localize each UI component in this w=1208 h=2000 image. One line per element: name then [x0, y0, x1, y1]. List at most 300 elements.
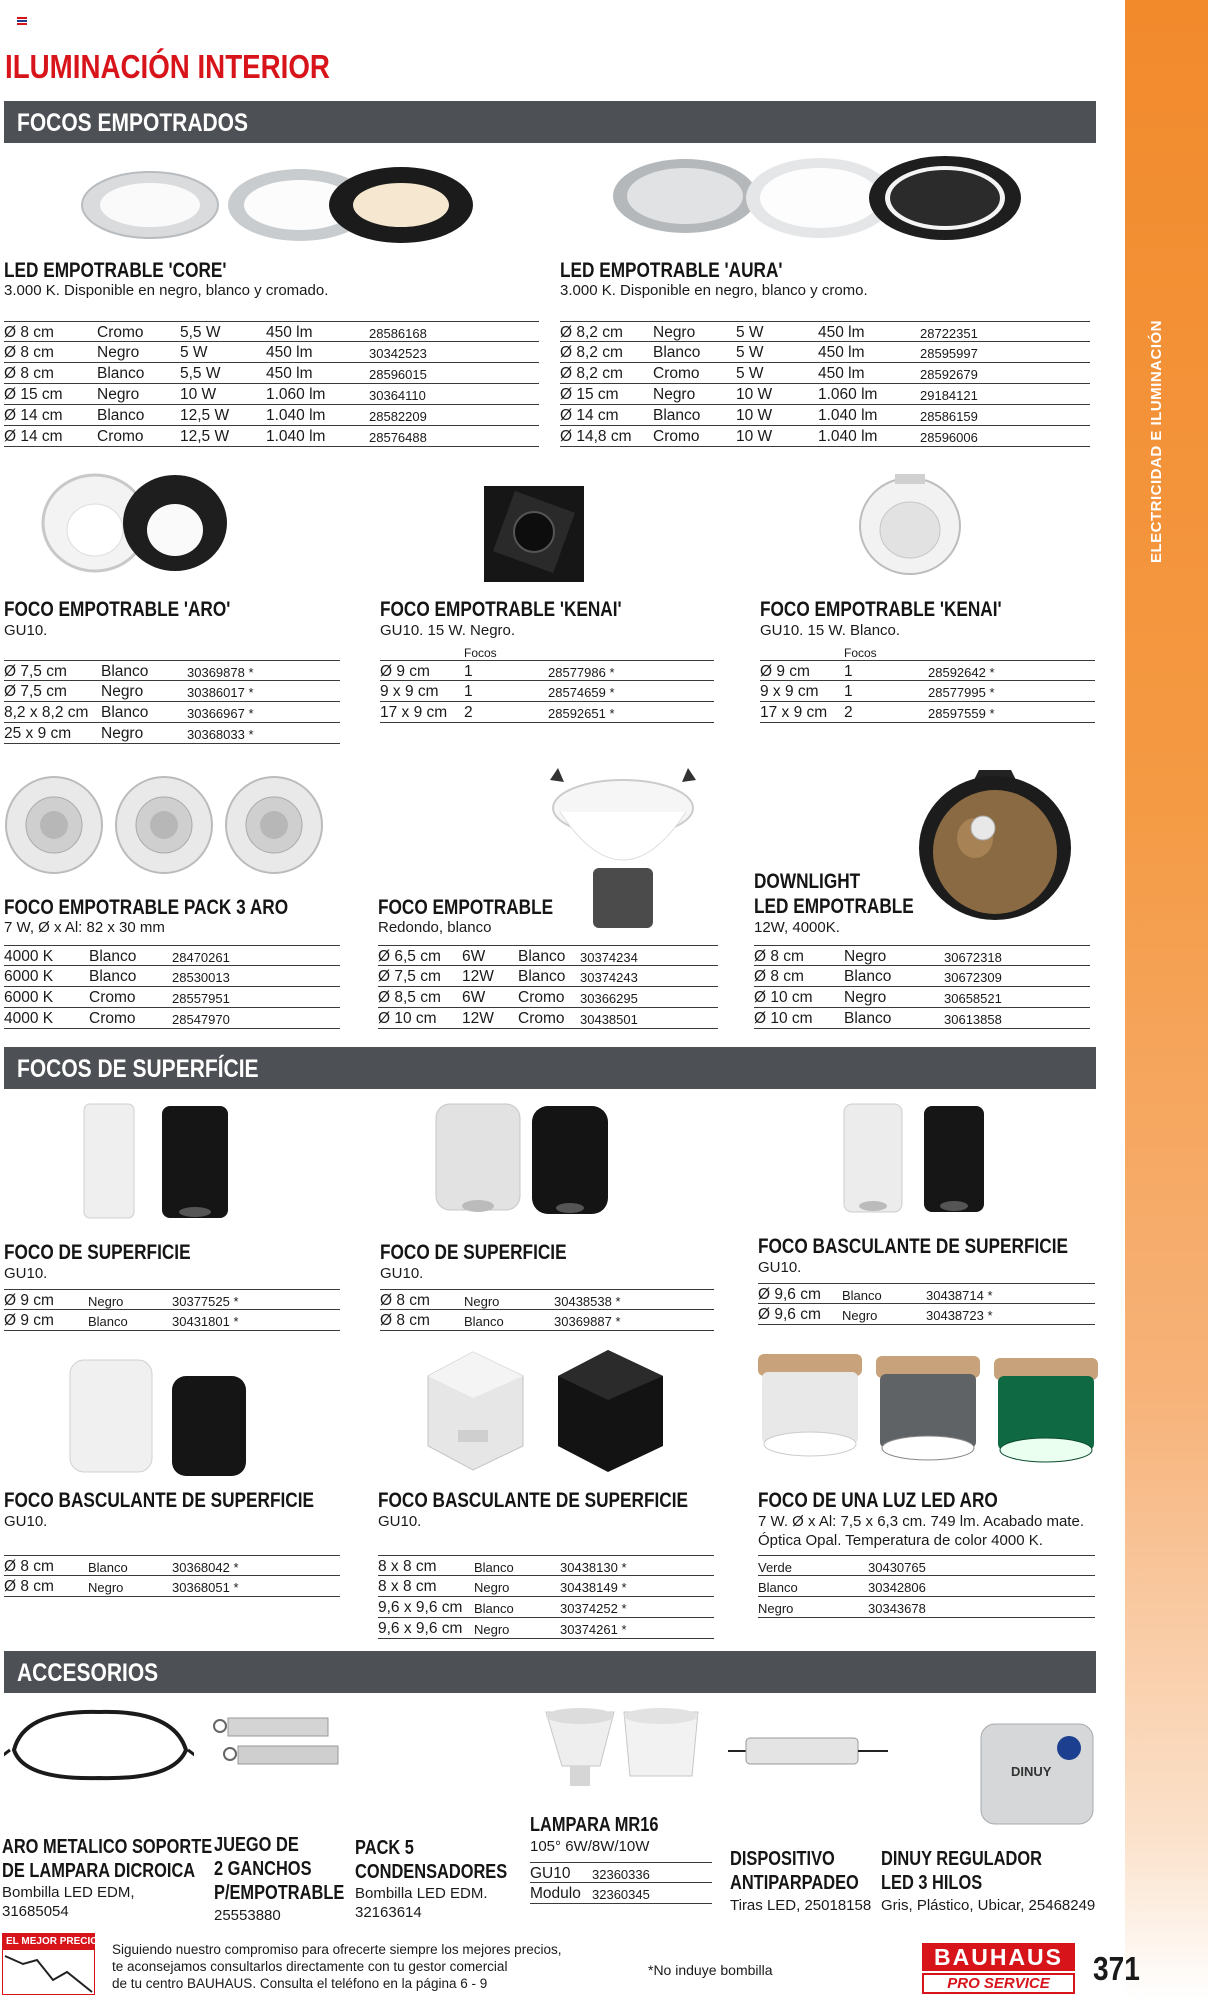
table-cell: Negro	[101, 725, 144, 742]
aura-subtitle: 3.000 K. Disponible en negro, blanco y cromo.	[560, 282, 868, 299]
condensadores-sub1: Bombilla LED EDM.	[355, 1885, 488, 1902]
table-row	[380, 1310, 714, 1331]
table-cell: Cromo	[653, 365, 700, 382]
bauhaus-logo-bottom: PRO SERVICE	[922, 1973, 1075, 1994]
table-cell: 30438538 *	[554, 1294, 621, 1309]
table-cell: 450 lm	[818, 344, 865, 361]
mr16-table	[530, 1862, 712, 1904]
page-number: 371	[1093, 1950, 1140, 1987]
table-row	[378, 945, 718, 966]
table-cell: Ø 14 cm	[560, 407, 619, 424]
table-cell: 1	[844, 663, 853, 680]
ganchos-image	[208, 1706, 343, 1786]
aura-downlights-image	[610, 148, 1025, 248]
sup1-title: FOCO DE SUPERFICIE	[4, 1241, 191, 1264]
table-cell: 5 W	[736, 365, 764, 382]
table-cell: 30672309	[944, 970, 1002, 985]
side-stripe	[1125, 0, 1208, 2000]
table-cell: Ø 8 cm	[4, 344, 54, 361]
bas2-table	[4, 1555, 340, 1597]
table-cell: 28574659 *	[548, 685, 615, 700]
table-row	[378, 966, 718, 987]
table-row	[530, 1883, 712, 1904]
redondo-title: FOCO EMPOTRABLE	[378, 896, 554, 919]
table-row	[530, 1862, 712, 1883]
table-cell: 4000 K	[4, 1010, 54, 1027]
table-row	[378, 1597, 714, 1618]
table-row	[758, 1597, 1095, 1618]
antiparpadeo-title-line1: DISPOSITIVO	[730, 1848, 835, 1870]
table-cell: 2	[844, 704, 853, 721]
table-cell: Blanco	[89, 968, 137, 985]
table-cell: Ø 10 cm	[754, 1010, 813, 1027]
table-row	[758, 1555, 1095, 1576]
downlight-table	[754, 945, 1090, 1029]
table-cell: 30343678	[868, 1601, 926, 1616]
condensadores-sub2: 32163614	[355, 1904, 422, 1921]
table-cell: Ø 10 cm	[378, 1010, 437, 1027]
table-row	[760, 681, 1095, 702]
condensadores-title-line1: PACK 5	[355, 1837, 414, 1859]
table-cell: 1.060 lm	[818, 386, 878, 403]
table-cell: 30368033 *	[187, 727, 254, 742]
table-cell: 30438714 *	[926, 1288, 993, 1303]
table-cell: Cromo	[89, 989, 136, 1006]
downlight-title-line1: DOWNLIGHT	[754, 870, 861, 893]
footer-line2: te aconsejamos consultarlos directamente con tu gestor comercial	[112, 1959, 508, 1974]
table-cell: 9 x 9 cm	[760, 683, 819, 700]
table-cell: Cromo	[89, 1010, 136, 1027]
table-cell: 32360345	[592, 1887, 650, 1902]
bas3-title: FOCO BASCULANTE DE SUPERFICIE	[378, 1489, 688, 1512]
table-cell: Negro	[653, 386, 696, 403]
sup2-title: FOCO DE SUPERFICIE	[380, 1241, 567, 1264]
table-cell: 9,6 x 9,6 cm	[378, 1599, 463, 1616]
aro-metalico-title-line2: DE LAMPARA DICROICA	[2, 1860, 196, 1882]
table-cell: 30366967 *	[187, 706, 254, 721]
table-row	[4, 945, 340, 966]
best-price-badge	[2, 1933, 99, 1995]
table-cell: 28592679	[920, 367, 978, 382]
table-cell: 1.040 lm	[818, 428, 878, 445]
table-cell: Ø 9,6 cm	[758, 1306, 821, 1323]
table-row	[4, 1310, 340, 1331]
table-cell: Blanco	[97, 407, 145, 424]
table-cell: 17 x 9 cm	[760, 704, 828, 721]
table-cell: Blanco	[101, 663, 149, 680]
table-cell: Verde	[758, 1560, 792, 1575]
table-row	[760, 660, 1095, 681]
table-cell: 30438501	[580, 1012, 638, 1027]
table-cell: 30368042 *	[172, 1560, 239, 1575]
table-cell: 28592651 *	[548, 706, 615, 721]
table-row	[380, 1289, 714, 1310]
table-row	[560, 426, 1090, 447]
table-cell: Ø 8 cm	[4, 324, 54, 341]
dinuy-regulator-image	[975, 1718, 1100, 1828]
table-row	[754, 1008, 1090, 1029]
section-title: ACCESORIOS	[17, 1659, 159, 1687]
table-cell: 29184121	[920, 388, 978, 403]
table-cell: 28596015	[369, 367, 427, 382]
table-cell: Blanco	[101, 704, 149, 721]
table-cell: Negro	[844, 989, 887, 1006]
table-cell: Ø 15 cm	[560, 386, 619, 403]
luzaro-subtitle-line1: 7 W. Ø x Al: 7,5 x 6,3 cm. 749 lm. Acabado mate.	[758, 1513, 1084, 1530]
table-cell: Negro	[653, 324, 696, 341]
table-cell: Blanco	[842, 1288, 882, 1303]
table-cell: 30431801 *	[172, 1314, 239, 1329]
core-downlights-image	[80, 160, 480, 250]
footnote-no-bulb: *No induye bombilla	[648, 1962, 773, 1978]
table-cell: Blanco	[758, 1580, 798, 1595]
kenai-white-image	[855, 468, 965, 580]
table-cell: Ø 9 cm	[760, 663, 810, 680]
aro-rings-image	[40, 468, 230, 578]
table-cell: Ø 9 cm	[380, 663, 430, 680]
table-cell: 10 W	[736, 428, 773, 445]
bas2-cylinders-image	[66, 1356, 251, 1481]
table-row	[378, 1008, 718, 1029]
table-cell: 8 x 8 cm	[378, 1578, 437, 1595]
section-bar-empotrados	[4, 101, 1096, 143]
table-cell: 1.060 lm	[266, 386, 326, 403]
table-cell: 12,5 W	[180, 428, 230, 445]
table-row	[4, 342, 539, 363]
luzaro-subtitle-line2: Óptica Opal. Temperatura de color 4000 K.	[758, 1532, 1043, 1549]
bas1-title: FOCO BASCULANTE DE SUPERFICIE	[758, 1235, 1068, 1258]
bas3-table	[378, 1555, 714, 1639]
table-cell: 30438149 *	[560, 1580, 627, 1595]
table-row	[754, 987, 1090, 1008]
table-cell: 30438130 *	[560, 1560, 627, 1575]
table-cell: 12W	[462, 1010, 494, 1027]
table-cell: 450 lm	[818, 365, 865, 382]
dinuy-title-line2: LED 3 HILOS	[881, 1872, 983, 1894]
table-cell: 6000 K	[4, 968, 54, 985]
sup1-table	[4, 1289, 340, 1331]
table-cell: 5 W	[736, 324, 764, 341]
table-cell: 5,5 W	[180, 365, 221, 382]
table-cell: Ø 9 cm	[4, 1312, 54, 1329]
section-title: FOCOS EMPOTRADOS	[17, 109, 249, 137]
table-cell: Blanco	[844, 1010, 892, 1027]
table-cell: Negro	[97, 386, 140, 403]
table-row	[378, 987, 718, 1008]
table-cell: 8 x 8 cm	[378, 1558, 437, 1575]
table-cell: 9,6 x 9,6 cm	[378, 1620, 463, 1637]
table-cell: Cromo	[518, 1010, 565, 1027]
table-cell: Blanco	[653, 344, 701, 361]
table-cell: Ø 9 cm	[4, 1292, 54, 1309]
ganchos-title-line3: P/EMPOTRABLE	[214, 1882, 345, 1904]
antiparpadeo-sub1: Tiras LED, 25018158	[730, 1897, 872, 1914]
table-cell: Negro	[758, 1601, 794, 1616]
pack3-table	[4, 945, 340, 1029]
table-cell: 28596006	[920, 430, 978, 445]
table-cell: 30374234	[580, 950, 638, 965]
footer-line1: Siguiendo nuestro compromiso para ofrecerte siempre los mejores precios,	[112, 1942, 562, 1957]
table-row	[560, 405, 1090, 426]
dinuy-title-line1: DINUY REGULADOR	[881, 1848, 1042, 1870]
table-cell: 28577995 *	[928, 685, 995, 700]
table-cell: 1	[464, 663, 473, 680]
table-cell: Negro	[101, 683, 144, 700]
table-row	[4, 1555, 340, 1576]
table-cell: 12,5 W	[180, 407, 230, 424]
table-cell: Cromo	[518, 989, 565, 1006]
table-row	[4, 426, 539, 447]
table-cell: 30342806	[868, 1580, 926, 1595]
table-cell: Ø 8 cm	[380, 1292, 430, 1309]
downlight-title-line2: LED EMPOTRABLE	[754, 895, 914, 918]
table-cell: 28722351	[920, 326, 978, 341]
luzaro-table	[758, 1555, 1095, 1618]
sup1-cylinders-image	[78, 1100, 238, 1225]
table-cell: Negro	[844, 948, 887, 965]
table-cell: 32360336	[592, 1867, 650, 1882]
kenai-black-image	[478, 478, 590, 586]
table-cell: 1	[844, 683, 853, 700]
pack3-subtitle: 7 W, Ø x Al: 82 x 30 mm	[4, 919, 165, 936]
aro-metalico-title-line1: ARO METALICO SOPORTE	[2, 1836, 213, 1858]
table-cell: Blanco	[89, 948, 137, 965]
table-row	[560, 363, 1090, 384]
aro-table	[4, 660, 340, 744]
sup2-table	[380, 1289, 714, 1331]
sup2-cylinders-image	[432, 1098, 612, 1223]
kenai-white-table	[760, 660, 1095, 723]
table-cell: Cromo	[653, 428, 700, 445]
table-cell: 10 W	[736, 386, 773, 403]
table-cell: Ø 15 cm	[4, 386, 63, 403]
table-row	[4, 363, 539, 384]
table-cell: 28592642 *	[928, 665, 995, 680]
table-row	[4, 405, 539, 426]
table-cell: 6W	[462, 948, 486, 965]
section-bar-superficie	[4, 1047, 1096, 1089]
spain-flag-icon	[17, 17, 27, 25]
table-cell: 17 x 9 cm	[380, 704, 448, 721]
table-cell: Ø 8 cm	[4, 1558, 54, 1575]
table-cell: Ø 8 cm	[754, 968, 804, 985]
table-cell: Ø 8 cm	[4, 365, 54, 382]
table-row	[380, 702, 714, 723]
table-cell: 25 x 9 cm	[4, 725, 72, 742]
table-cell: Blanco	[474, 1560, 514, 1575]
downlight-subtitle: 12W, 4000K.	[754, 919, 840, 936]
downlight-black-image	[915, 768, 1075, 933]
table-row	[560, 384, 1090, 405]
table-cell: Negro	[88, 1294, 124, 1309]
kenai-black-focos-header: Focos	[464, 646, 497, 660]
table-cell: 1.040 lm	[266, 407, 326, 424]
table-cell: 5,5 W	[180, 324, 221, 341]
aro-subtitle: GU10.	[4, 622, 48, 639]
table-cell: Ø 8,2 cm	[560, 324, 623, 341]
table-cell: Ø 8 cm	[380, 1312, 430, 1329]
table-cell: 28470261	[172, 950, 230, 965]
table-cell: Blanco	[464, 1314, 504, 1329]
table-cell: Blanco	[653, 407, 701, 424]
table-cell: 30613858	[944, 1012, 1002, 1027]
table-cell: GU10	[530, 1865, 571, 1882]
footer-disclaimer	[112, 1941, 632, 1992]
table-row	[380, 660, 714, 681]
table-cell: 6000 K	[4, 989, 54, 1006]
table-cell: 28595997	[920, 346, 978, 361]
table-cell: Blanco	[88, 1314, 128, 1329]
table-cell: 30672318	[944, 950, 1002, 965]
table-cell: Blanco	[518, 948, 566, 965]
bauhaus-logo	[922, 1943, 1075, 1994]
section-bar-accesorios	[4, 1651, 1096, 1693]
table-row	[754, 966, 1090, 987]
table-cell: Ø 14 cm	[4, 428, 63, 445]
table-cell: Ø 8,5 cm	[378, 989, 441, 1006]
mr16-lamps-image	[542, 1706, 702, 1801]
table-cell: 30374261 *	[560, 1622, 627, 1637]
table-cell: 30369878 *	[187, 665, 254, 680]
table-cell: Negro	[474, 1580, 510, 1595]
bas2-title: FOCO BASCULANTE DE SUPERFICIE	[4, 1489, 314, 1512]
aura-table	[560, 321, 1090, 447]
table-cell: 30438723 *	[926, 1308, 993, 1323]
table-cell: 10 W	[736, 407, 773, 424]
bas1-table	[758, 1283, 1095, 1325]
table-cell: 10 W	[180, 386, 217, 403]
table-cell: 28586159	[920, 409, 978, 424]
table-cell: 30366295	[580, 991, 638, 1006]
table-cell: Ø 6,5 cm	[378, 948, 441, 965]
condensadores-title-line2: CONDENSADORES	[355, 1861, 508, 1883]
table-cell: 30369887 *	[554, 1314, 621, 1329]
table-cell: 28557951	[172, 991, 230, 1006]
aro-metalico-sub1: Bombilla LED EDM,	[2, 1884, 135, 1901]
bas3-cubes-image	[418, 1346, 668, 1474]
table-cell: 450 lm	[818, 324, 865, 341]
kenai-white-title: FOCO EMPOTRABLE 'KENAI'	[760, 598, 1002, 621]
dinuy-device-brand: DINUY	[1011, 1764, 1052, 1779]
aro-metalico-sub2: 31685054	[2, 1903, 69, 1920]
mr16-subtitle: 105° 6W/8W/10W	[530, 1838, 650, 1855]
antiparpadeo-title-line2: ANTIPARPADEO	[730, 1872, 859, 1894]
table-cell: 1.040 lm	[266, 428, 326, 445]
table-row	[4, 384, 539, 405]
table-cell: 1	[464, 683, 473, 700]
table-row	[4, 660, 340, 681]
table-cell: Ø 8 cm	[754, 948, 804, 965]
redondo-downlight-image	[538, 768, 708, 933]
table-cell: 28576488	[369, 430, 427, 445]
table-row	[4, 987, 340, 1008]
table-row	[754, 945, 1090, 966]
bauhaus-logo-top: BAUHAUS	[922, 1943, 1075, 1971]
pack3-spots-image	[2, 775, 332, 875]
table-row	[4, 1008, 340, 1029]
table-cell: 30377525 *	[172, 1294, 239, 1309]
aura-title: LED EMPOTRABLE 'AURA'	[560, 259, 783, 282]
bas1-subtitle: GU10.	[758, 1259, 802, 1276]
table-row	[760, 702, 1095, 723]
table-row	[4, 1576, 340, 1597]
table-row	[378, 1618, 714, 1639]
table-cell: 5 W	[180, 344, 208, 361]
table-cell: Blanco	[844, 968, 892, 985]
table-cell: Blanco	[518, 968, 566, 985]
table-cell: 28586168	[369, 326, 427, 341]
table-cell: 9 x 9 cm	[380, 683, 439, 700]
table-cell: 12W	[462, 968, 494, 985]
luzaro-title: FOCO DE UNA LUZ LED ARO	[758, 1489, 998, 1512]
table-cell: Negro	[474, 1622, 510, 1637]
table-cell: 30658521	[944, 991, 1002, 1006]
table-cell: Modulo	[530, 1885, 581, 1902]
luz-aro-spots-image	[756, 1344, 1101, 1474]
table-cell: Negro	[464, 1294, 500, 1309]
table-cell: Ø 8,2 cm	[560, 365, 623, 382]
table-cell: 30374252 *	[560, 1601, 627, 1616]
bas3-subtitle: GU10.	[378, 1513, 422, 1530]
table-cell: Negro	[88, 1580, 124, 1595]
dinuy-sub1: Gris, Plástico, Ubicar, 25468249	[881, 1897, 1096, 1914]
table-row	[560, 321, 1090, 342]
table-cell: 30342523	[369, 346, 427, 361]
best-price-badge-label: EL MEJOR PRECIO	[3, 1934, 94, 1950]
table-row	[4, 966, 340, 987]
sup1-subtitle: GU10.	[4, 1265, 48, 1282]
page-title: ILUMINACIÓN INTERIOR	[5, 48, 330, 85]
core-table	[4, 321, 539, 447]
table-cell: 30364110	[369, 388, 426, 403]
footer-line3: de tu centro BAUHAUS. Consulta el teléfono en la página 6 - 9	[112, 1976, 488, 1991]
table-row	[560, 342, 1090, 363]
core-subtitle: 3.000 K. Disponible en negro, blanco y cromado.	[4, 282, 329, 299]
table-cell: 450 lm	[266, 324, 313, 341]
bas1-cylinders-image	[840, 1100, 990, 1218]
table-row	[758, 1576, 1095, 1597]
table-row	[4, 702, 340, 723]
redondo-subtitle: Redondo, blanco	[378, 919, 492, 936]
table-row	[758, 1304, 1095, 1325]
redondo-table	[378, 945, 718, 1029]
table-cell: 8,2 x 8,2 cm	[4, 704, 89, 721]
table-cell: 28582209	[369, 409, 427, 424]
table-row	[378, 1555, 714, 1576]
table-row	[4, 723, 340, 744]
ganchos-title-line2: 2 GANCHOS	[214, 1858, 312, 1880]
table-cell: 4000 K	[4, 948, 54, 965]
table-cell: 30374243	[580, 970, 638, 985]
table-row	[4, 1289, 340, 1310]
table-cell: Cromo	[97, 324, 144, 341]
table-cell: Ø 14 cm	[4, 407, 63, 424]
table-cell: 28530013	[172, 970, 230, 985]
mr16-title: LAMPARA MR16	[530, 1814, 659, 1836]
table-cell: Ø 14,8 cm	[560, 428, 632, 445]
kenai-white-subtitle: GU10. 15 W. Blanco.	[760, 622, 901, 639]
aro-title: FOCO EMPOTRABLE 'ARO'	[4, 598, 231, 621]
table-cell: Cromo	[97, 428, 144, 445]
kenai-black-title: FOCO EMPOTRABLE 'KENAI'	[380, 598, 622, 621]
price-trend-icon	[3, 1950, 94, 1994]
section-title: FOCOS DE SUPERFÍCIE	[17, 1055, 259, 1083]
table-cell: Blanco	[88, 1560, 128, 1575]
table-row	[4, 321, 539, 342]
table-row	[380, 681, 714, 702]
table-cell: Negro	[97, 344, 140, 361]
table-cell: 30368051 *	[172, 1580, 239, 1595]
